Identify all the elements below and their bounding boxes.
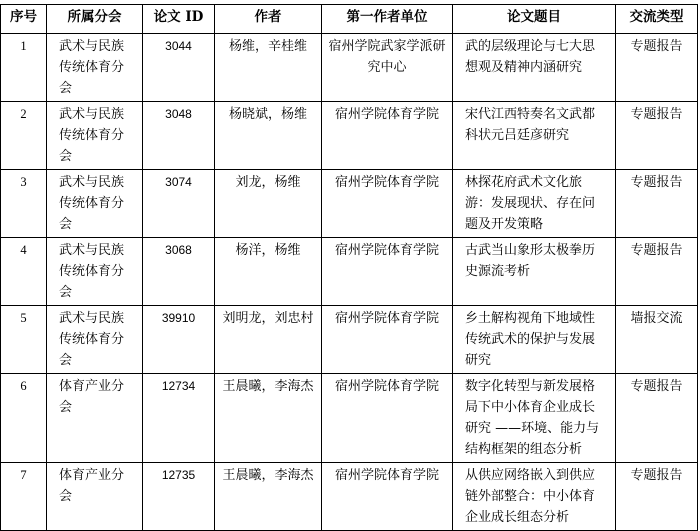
cell-authors: 王晨曦，李海杰 (215, 463, 322, 531)
table-row (1, 34, 698, 102)
cell-authors: 杨晓斌，杨维 (215, 102, 322, 170)
cell-index: 4 (1, 238, 47, 306)
cell-division: 体育产业分会 (47, 463, 143, 531)
cell-type: 专题报告 (616, 238, 698, 306)
cell-index: 1 (1, 34, 47, 102)
cell-title: 乡土解构视角下地域性传统武术的保护与发展研究 (453, 306, 616, 374)
cell-division: 体育产业分会 (47, 374, 143, 463)
table-row (1, 306, 698, 374)
cell-type: 墙报交流 (616, 306, 698, 374)
cell-authors: 刘龙，杨维 (215, 170, 322, 238)
cell-type: 专题报告 (616, 102, 698, 170)
header-authors: 作者 (215, 5, 322, 34)
cell-paper-id: 39910 (143, 306, 215, 374)
cell-division: 武术与民族传统体育分会 (47, 102, 143, 170)
cell-paper-id: 12734 (143, 374, 215, 463)
table-row (1, 238, 698, 306)
header-division: 所属分会 (47, 5, 143, 34)
cell-authors: 刘明龙，刘忠村 (215, 306, 322, 374)
cell-type: 专题报告 (616, 463, 698, 531)
cell-division: 武术与民族传统体育分会 (47, 238, 143, 306)
table-row (1, 374, 698, 463)
table-row (1, 102, 698, 170)
header-paper-id: 论文 ID (143, 5, 215, 34)
cell-title: 古武当山象形太极拳历史源流考析 (453, 238, 616, 306)
header-index: 序号 (1, 5, 47, 34)
cell-division: 武术与民族传统体育分会 (47, 306, 143, 374)
table-row (1, 463, 698, 531)
cell-authors: 杨维，辛桂维 (215, 34, 322, 102)
cell-paper-id: 3044 (143, 34, 215, 102)
cell-title: 武的层级理论与七大思想观及精神内涵研究 (453, 34, 616, 102)
cell-title: 林探花府武术文化旅游：发展现状、存在问题及开发策略 (453, 170, 616, 238)
header-row (1, 5, 698, 34)
cell-unit: 宿州学院体育学院 (322, 238, 453, 306)
header-title: 论文题目 (453, 5, 616, 34)
cell-authors: 王晨曦，李海杰 (215, 374, 322, 463)
cell-type: 专题报告 (616, 34, 698, 102)
cell-unit: 宿州学院体育学院 (322, 102, 453, 170)
cell-paper-id: 3074 (143, 170, 215, 238)
cell-paper-id: 3068 (143, 238, 215, 306)
cell-unit: 宿州学院体育学院 (322, 306, 453, 374)
cell-authors: 杨洋，杨维 (215, 238, 322, 306)
header-type: 交流类型 (616, 5, 698, 34)
cell-paper-id: 12735 (143, 463, 215, 531)
cell-title: 数字化转型与新发展格局下中小体育企业成长研究 ——环境、能力与结构框架的组态分析 (453, 374, 616, 463)
cell-unit: 宿州学院武家学派研究中心 (322, 34, 453, 102)
cell-index: 5 (1, 306, 47, 374)
cell-index: 2 (1, 102, 47, 170)
cell-type: 专题报告 (616, 374, 698, 463)
cell-type: 专题报告 (616, 170, 698, 238)
table-row (1, 170, 698, 238)
cell-paper-id: 3048 (143, 102, 215, 170)
cell-title: 宋代江西特奏名文武都科状元吕廷彦研究 (453, 102, 616, 170)
cell-division: 武术与民族传统体育分会 (47, 34, 143, 102)
cell-index: 7 (1, 463, 47, 531)
cell-unit: 宿州学院体育学院 (322, 463, 453, 531)
cell-index: 3 (1, 170, 47, 238)
paper-table (0, 4, 698, 531)
cell-division: 武术与民族传统体育分会 (47, 170, 143, 238)
cell-index: 6 (1, 374, 47, 463)
cell-title: 从供应网络嵌入到供应链外部整合：中小体育企业成长组态分析 (453, 463, 616, 531)
cell-unit: 宿州学院体育学院 (322, 170, 453, 238)
cell-unit: 宿州学院体育学院 (322, 374, 453, 463)
header-unit: 第一作者单位 (322, 5, 453, 34)
